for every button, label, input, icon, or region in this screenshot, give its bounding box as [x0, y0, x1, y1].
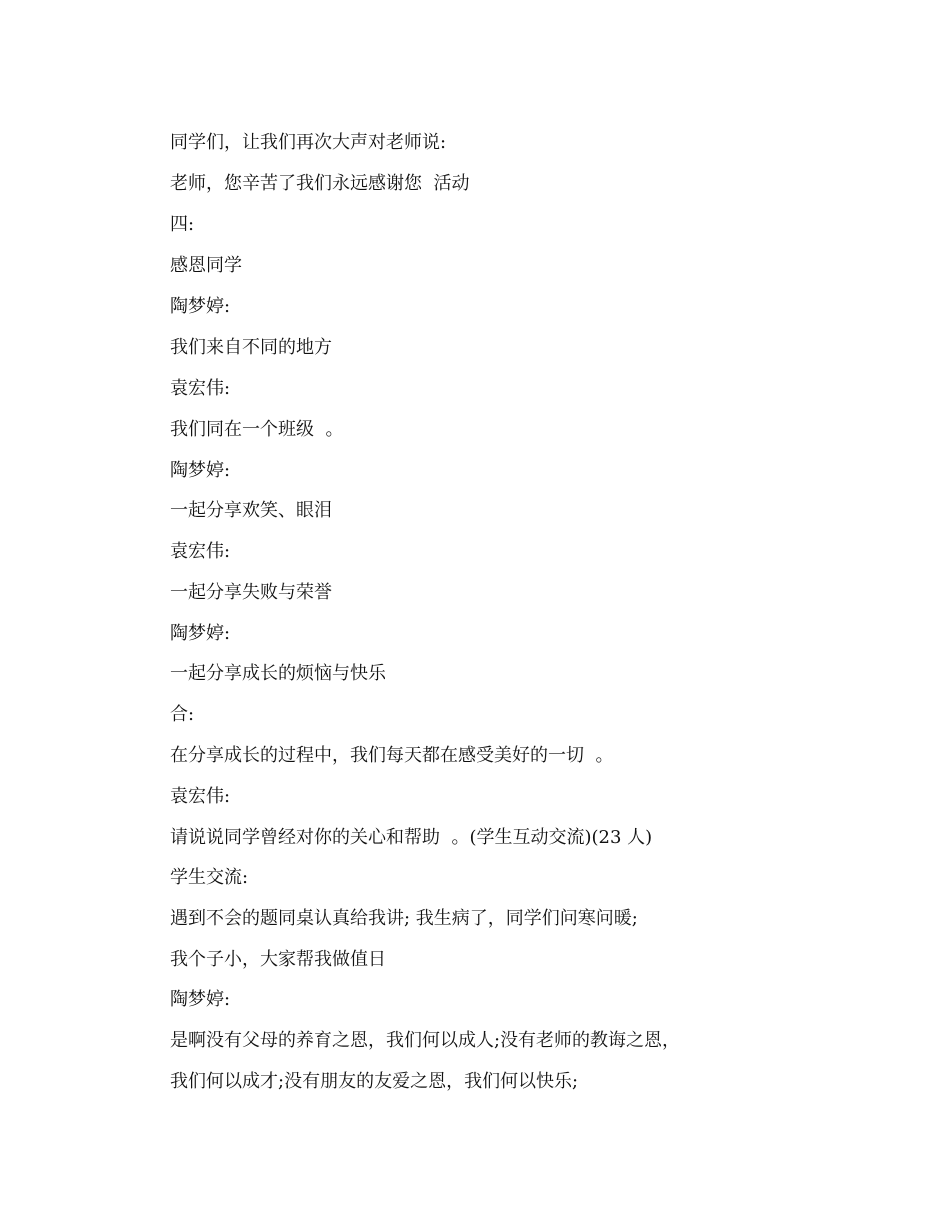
text-line: 一起分享失败与荣誉	[170, 582, 332, 603]
speaker-label: 陶梦婷:	[170, 296, 231, 317]
text-line: 我个子小，大家帮我做值日	[170, 949, 386, 970]
text-line: 老师，您辛苦了我们永远感谢您 活动	[170, 173, 470, 194]
text-line: 请说说同学曾经对你的关心和帮助 。(学生互动交流)(23 人)	[170, 827, 653, 848]
speaker-label: 袁宏伟:	[170, 541, 231, 562]
text-line: 我们同在一个班级 。	[170, 419, 344, 440]
text-line: 我们何以成才;没有朋友的友爱之恩，我们何以快乐;	[170, 1071, 579, 1092]
speaker-label: 陶梦婷:	[170, 460, 231, 481]
text-line: 四:	[170, 214, 195, 235]
text-line: 我们来自不同的地方	[170, 337, 332, 358]
text-line: 感恩同学	[170, 255, 242, 276]
speaker-label: 学生交流:	[170, 867, 249, 888]
speaker-label: 陶梦婷:	[170, 623, 231, 644]
speaker-label: 袁宏伟:	[170, 378, 231, 399]
text-line: 是啊没有父母的养育之恩，我们何以成人;没有老师的教诲之恩，	[170, 1030, 681, 1051]
text-line: 遇到不会的题同桌认真给我讲; 我生病了，同学们问寒问暖;	[170, 908, 638, 929]
text-line: 一起分享成长的烦恼与快乐	[170, 663, 386, 684]
speaker-label: 合:	[170, 704, 195, 725]
text-line: 同学们，让我们再次大声对老师说:	[170, 132, 447, 153]
speaker-label: 袁宏伟:	[170, 786, 231, 807]
text-line: 一起分享欢笑、眼泪	[170, 500, 332, 521]
speaker-label: 陶梦婷:	[170, 989, 231, 1010]
text-line: 在分享成长的过程中，我们每天都在感受美好的一切 。	[170, 745, 614, 766]
